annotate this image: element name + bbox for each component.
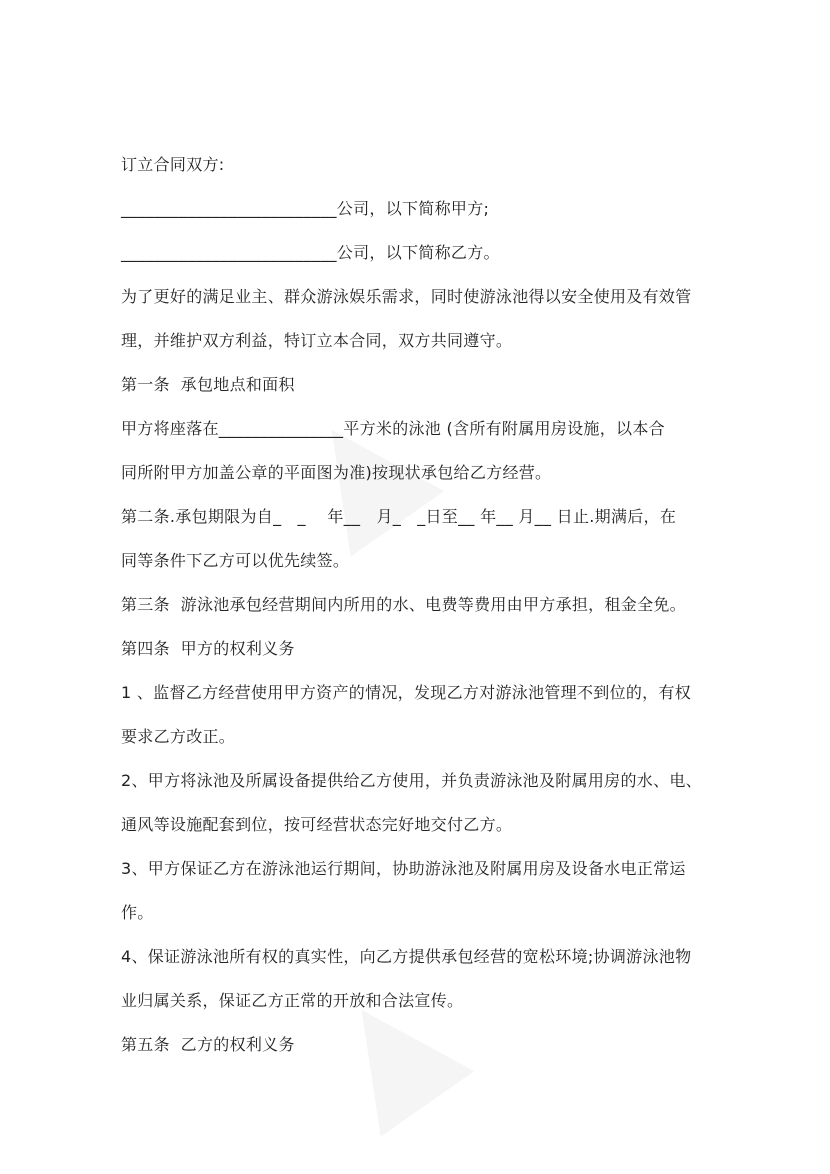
document-line: 3、甲方保证乙方在游泳池运行期间，协助游泳池及附属用房及设备水电正常运 (121, 859, 686, 878)
document-line: 1 、监督乙方经营使用甲方资产的情况，发现乙方对游泳池管理不到位的，有权 (121, 683, 692, 702)
document-line: 第一条 承包地点和面积 (121, 375, 295, 394)
document-line: 甲方将座落在_______________平方米的泳池 (含所有附属用房设施，以本合 (121, 419, 665, 438)
document-line: 要求乙方改正。 (121, 727, 236, 746)
document-line: 通风等设施配套到位，按可经营状态完好地交付乙方。 (121, 815, 513, 834)
document-line: 2、甲方将泳池及所属设备提供给乙方使用，并负责游泳池及附属用房的水、电、 (121, 771, 702, 790)
document-line: 理，并维护双方利益，特订立本合同，双方共同遵守。 (121, 331, 513, 350)
document-line: __________________________公司，以下简称甲方; (121, 199, 490, 218)
document-line: 订立合同双方: (121, 155, 225, 174)
document-line: 第五条 乙方的权利义务 (121, 1035, 295, 1054)
document-line: 同所附甲方加盖公章的平面图为准)按现状承包给乙方经营。 (121, 463, 552, 482)
document-line: 4、保证游泳池所有权的真实性，向乙方提供承包经营的宽松环境;协调游泳池物 (121, 947, 692, 966)
document-line: __________________________公司，以下简称乙方。 (121, 243, 500, 262)
document-line: 作。 (121, 903, 154, 922)
document-line: 为了更好的满足业主、群众游泳娱乐需求，同时使游泳池得以安全使用及有效管 (121, 287, 692, 306)
document-line: 第三条 游泳池承包经营期间内所用的水、电费等费用由甲方承担，租金全免。 (121, 595, 686, 614)
document-line: 同等条件下乙方可以优先续签。 (121, 551, 350, 570)
document-line: 第四条 甲方的权利义务 (121, 639, 295, 658)
document-body (121, 152, 721, 1076)
document-line: 第二条.承包期限为自_ _ 年__ 月_ _日至__ 年__ 月__ 日止.期满后，在 (121, 507, 677, 526)
document-line: 业归属关系，保证乙方正常的开放和合法宣传。 (121, 991, 464, 1010)
